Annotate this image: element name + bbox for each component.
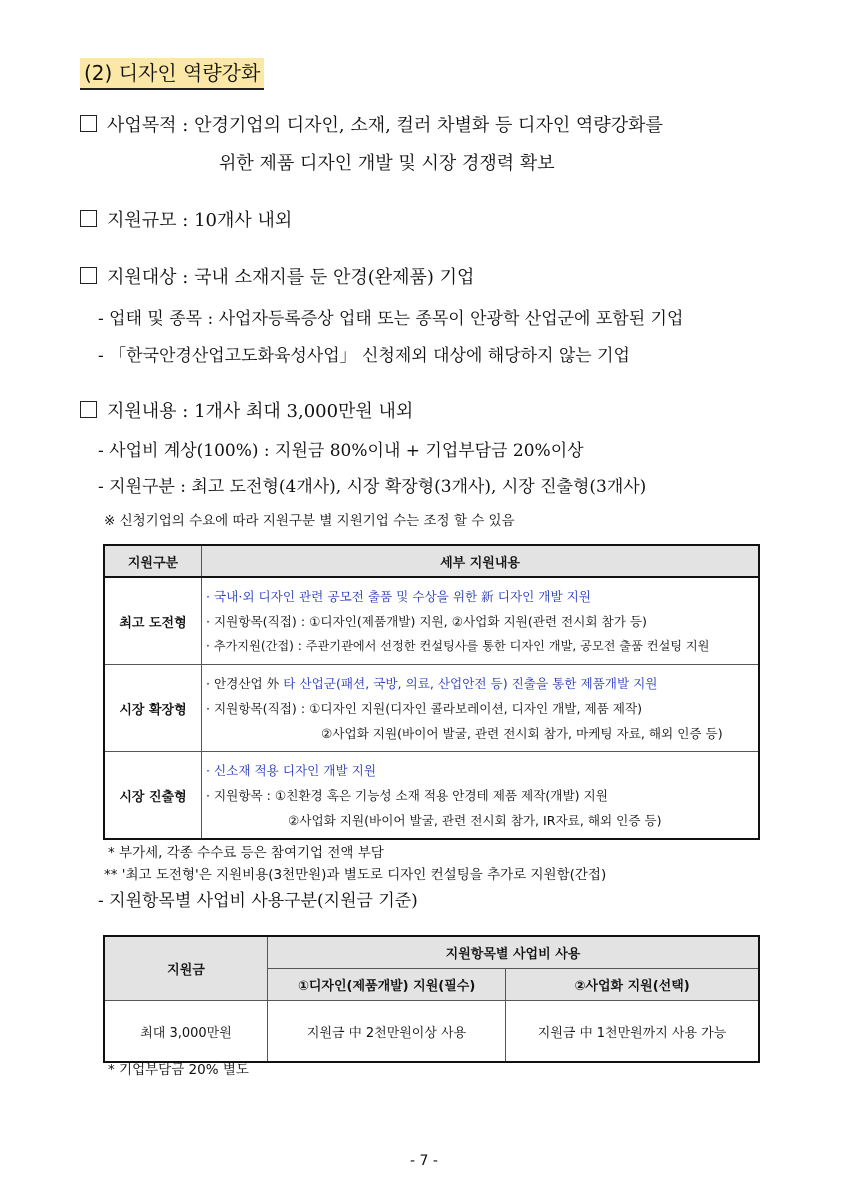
sub-heading: - 지원항목별 사업비 사용구분(지원금 기준) — [98, 891, 418, 911]
purpose-value: : 안경기업의 디자인, 소재, 컬러 차별화 등 디자인 역량강화를 — [176, 115, 663, 136]
purpose-item — [80, 114, 663, 138]
checkbox-square-icon — [80, 267, 97, 284]
detail-line: · 지원항목(직접) : ①디자인 지원(디자인 콜라보레이션, 디자인 개발, 제품 제작) — [206, 700, 643, 716]
note-vat: * 부가세, 각종 수수료 등은 참여기업 전액 부담 — [108, 845, 384, 861]
category-cell: 최고 도전형 — [104, 577, 202, 665]
content-label: 지원내용 — [107, 401, 177, 422]
category-cell: 시장 확장형 — [104, 665, 202, 752]
scale-label: 지원규모 — [107, 210, 177, 231]
table-header: 세부 지원내용 — [202, 545, 760, 577]
detail-line: ②사업화 지원(바이어 발굴, 관련 전시회 참가, 마케팅 자료, 해외 인증 등) — [321, 725, 723, 741]
content-sub2: - 지원구분 : 최고 도전형(4개사), 시장 확장형(3개사), 시장 진출형(3개사) — [98, 477, 647, 497]
detail-line: · 국내·외 디자인 관련 공모전 출품 및 수상을 위한 新 디자인 개발 지원 — [206, 588, 591, 604]
table-row — [104, 1001, 759, 1063]
table-header: 지원항목별 사업비 사용 — [268, 936, 760, 969]
support-type-table — [103, 544, 760, 840]
scale-value: : 10개사 내외 — [176, 210, 293, 231]
table-header: 지원금 — [104, 936, 268, 1001]
table-header: ①디자인(제품개발) 지원(필수) — [268, 969, 506, 1001]
note-consulting: ** '최고 도전형'은 지원비용(3천만원)과 별도로 디자인 컨설팅을 추가로 지원함(간접) — [104, 867, 607, 883]
table-header-row — [104, 545, 759, 577]
table-header: 지원구분 — [104, 545, 202, 577]
table-cell: 지원금 中 2천만원이상 사용 — [268, 1001, 506, 1063]
detail-line: ②사업화 지원(바이어 발굴, 관련 전시회 참가, IR자료, 해외 인증 등) — [288, 812, 662, 828]
table-row — [104, 577, 759, 665]
category-cell: 시장 진출형 — [104, 752, 202, 840]
content-note: ※ 신청기업의 수요에 따라 지원구분 별 지원기업 수는 조정 할 수 있음 — [104, 513, 515, 529]
target-value: : 국내 소재지를 둔 안경(완제품) 기업 — [176, 267, 475, 288]
table-cell: 지원금 中 1천만원까지 사용 가능 — [506, 1001, 759, 1063]
detail-line-highlight: 타 산업군(패션, 국방, 의료, 산업안전 등) 진출을 통한 제품개발 지원 — [283, 675, 658, 691]
checkbox-square-icon — [80, 210, 97, 227]
checkbox-square-icon — [80, 115, 97, 132]
detail-line: · 지원항목(직접) : ①디자인(제품개발) 지원, ②사업화 지원(관련 전시회 참가 등) — [206, 613, 647, 629]
budget-usage-table — [103, 935, 760, 1063]
table-cell: 최대 3,000만원 — [104, 1001, 268, 1063]
table-row — [104, 752, 759, 840]
detail-cell — [202, 577, 760, 665]
detail-cell — [202, 752, 760, 840]
checkbox-square-icon — [80, 401, 97, 418]
page-number: - 7 - — [410, 1153, 438, 1169]
content-sub1: - 사업비 계상(100%) : 지원금 80%이내 + 기업부담금 20%이상 — [98, 441, 584, 461]
content-value: : 1개사 최대 3,000만원 내외 — [176, 401, 414, 422]
table-header-row — [104, 936, 759, 969]
detail-line: · 지원항목 : ①친환경 혹은 기능성 소재 적용 안경테 제품 제작(개발) 지원 — [206, 787, 608, 803]
footer-note: * 기업부담금 20% 별도 — [108, 1062, 249, 1078]
target-label: 지원대상 — [107, 267, 177, 288]
detail-line: · 신소재 적용 디자인 개발 지원 — [206, 762, 377, 778]
section-title: (2) 디자인 역량강화 — [80, 58, 264, 90]
purpose-label: 사업목적 — [107, 115, 177, 136]
target-sub1: - 업태 및 종목 : 사업자등록증상 업태 또는 종목이 안광학 산업군에 포함된 기업 — [98, 309, 684, 329]
purpose-line2: 위한 제품 디자인 개발 및 시장 경쟁력 확보 — [219, 153, 555, 174]
table-header: ②사업화 지원(선택) — [506, 969, 759, 1001]
table-row — [104, 665, 759, 752]
content-item — [80, 400, 413, 424]
detail-line — [206, 671, 758, 696]
target-sub2: - 「한국안경산업고도화육성사업」 신청제외 대상에 해당하지 않는 기업 — [98, 346, 630, 366]
target-item — [80, 266, 474, 290]
detail-line: · 추가지원(간접) : 주관기관에서 선정한 컨설팅사를 통한 디자인 개발, 공모전 출품 컨설팅 지원 — [206, 638, 710, 653]
detail-line-prefix: · 안경산업 外 — [206, 675, 284, 691]
detail-cell — [202, 665, 760, 752]
scale-item — [80, 209, 292, 233]
